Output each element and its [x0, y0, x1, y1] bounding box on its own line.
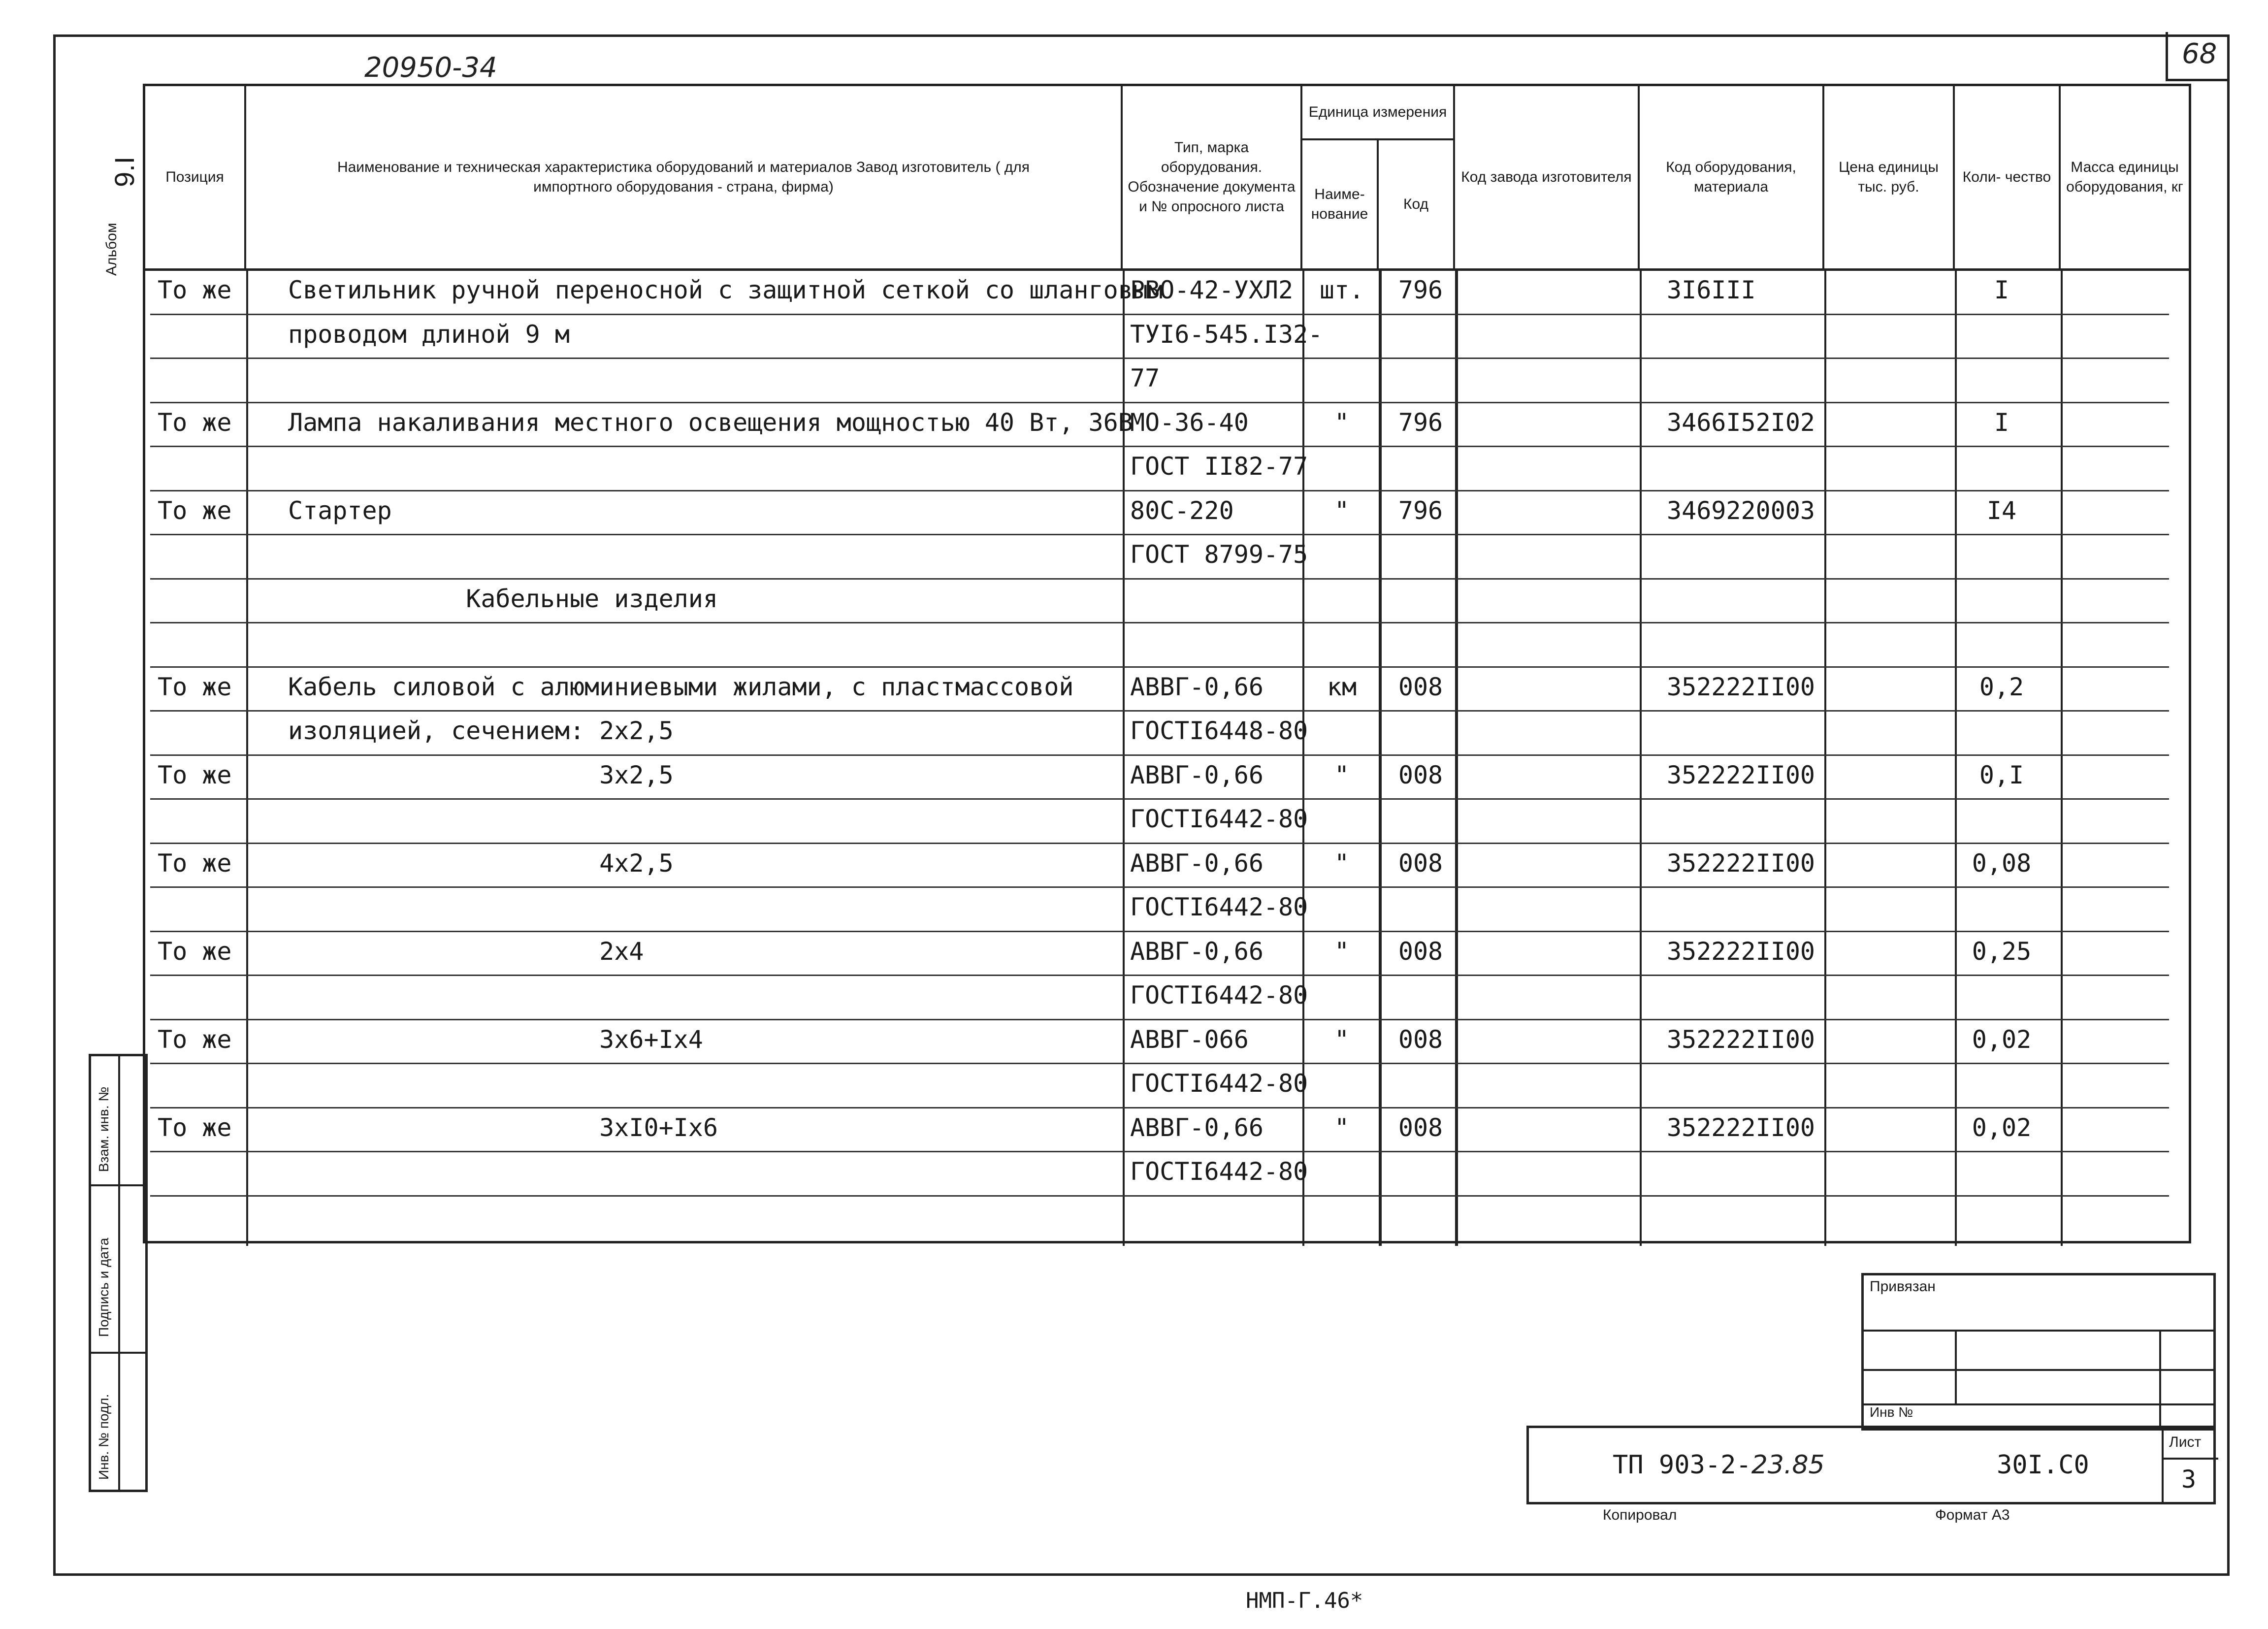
row-unit-code: 008: [1398, 937, 1443, 966]
row-type: ГОСТI6448-80: [1130, 717, 1308, 745]
row-name: 3х6+Iх4: [288, 1025, 703, 1054]
table-row-divider: [150, 843, 2169, 844]
row-unit-code: 008: [1398, 848, 1443, 878]
privyazan-grid-vline: [2159, 1330, 2161, 1428]
row-unit-name: ": [1334, 496, 1350, 525]
project-code-printed: ТП 903-2-: [1613, 1450, 1751, 1480]
row-type: АВВГ-0,66: [1130, 937, 1264, 966]
sheet-cell-line: [2162, 1428, 2164, 1502]
row-type: РВО-42-УХЛ2: [1130, 276, 1294, 304]
row-quantity: 0,02: [1972, 1113, 2032, 1142]
table-row-divider: [150, 358, 2169, 359]
table-row-divider: [150, 710, 2169, 712]
row-position: То же: [158, 1113, 232, 1142]
header-price: Цена единицы тыс. руб.: [1824, 86, 1955, 268]
row-name: Светильник ручной переносной с защитной сеткой со шланговым: [288, 276, 1163, 304]
row-type: ТУI6-545.I32-: [1130, 320, 1323, 349]
row-unit-code: 008: [1398, 1025, 1443, 1054]
row-position: То же: [158, 408, 232, 437]
row-material-code: 352222II00: [1667, 1025, 1815, 1054]
row-unit-code: 008: [1398, 1113, 1443, 1142]
col-line: [1455, 268, 1458, 1246]
row-type: МО-36-40: [1130, 408, 1249, 437]
project-code-handwritten: 23.85: [1751, 1450, 1825, 1480]
row-name: 2х4: [288, 937, 644, 966]
album-marker: [98, 128, 140, 286]
sheet-cell-line: [2162, 1458, 2218, 1460]
copied-label: Копировал: [1603, 1507, 1677, 1523]
doc-code: 30I.С0: [1997, 1450, 2089, 1480]
row-type: АВВГ-0,66: [1130, 760, 1264, 789]
row-name: Лампа накаливания местного освещения мощностью 40 Вт, 36В: [288, 408, 1133, 437]
row-type: ГОСТI6442-80: [1130, 893, 1308, 921]
privyazan-label: Привязан: [1870, 1278, 1936, 1295]
row-position: То же: [158, 937, 232, 966]
row-name: 3хI0+Iх6: [288, 1113, 718, 1142]
row-position: То же: [158, 276, 232, 304]
row-type: АВВГ-0,66: [1130, 848, 1264, 878]
table-row-divider: [150, 1063, 2169, 1064]
row-name: 3х2,5: [288, 760, 674, 789]
table-row-divider: [150, 314, 2169, 315]
row-material-code: 3I6III: [1667, 276, 1756, 304]
col-line: [1302, 268, 1304, 1246]
row-material-code: 3466I52I02: [1667, 408, 1815, 437]
header-position: Позиция: [145, 86, 246, 268]
row-unit-name: шт.: [1319, 276, 1364, 304]
row-position: То же: [158, 496, 232, 525]
table-row-divider: [150, 578, 2169, 580]
row-quantity: 0,25: [1972, 937, 2032, 966]
inv-podl-label: Инв. № подл.: [96, 1394, 111, 1480]
row-position: То же: [158, 1025, 232, 1054]
row-position: То же: [158, 672, 232, 701]
privyazan-box: [1861, 1273, 2216, 1431]
row-name: Кабель силовой с алюминиевыми жилами, с пластмассовой: [288, 672, 1074, 701]
row-quantity: 0,I: [1979, 760, 2024, 789]
table-row-divider: [150, 975, 2169, 976]
row-material-code: 352222II00: [1667, 937, 1815, 966]
format-label: Формат А3: [1935, 1507, 2010, 1523]
strip-divider: [118, 1056, 120, 1490]
row-quantity: I4: [1986, 496, 2017, 525]
table-row-divider: [150, 1019, 2169, 1020]
row-unit-code: 008: [1398, 672, 1443, 701]
header-unit: Единица измерения: [1302, 86, 1455, 140]
row-name: изоляцией, сечением: 2х2,5: [288, 717, 674, 745]
sheet-value: 3: [2181, 1465, 2197, 1494]
sheet-number-top: 68: [2182, 38, 2217, 70]
row-quantity: 0,08: [1972, 848, 2032, 878]
table-row-divider: [150, 402, 2169, 403]
table-row-divider: [150, 1107, 2169, 1108]
strip-row-divider: [91, 1184, 145, 1186]
table-row-divider: [150, 666, 2169, 668]
header-material-code: Код оборудования, материала: [1640, 86, 1824, 268]
specification-table: [143, 84, 2191, 1243]
table-row-divider: [150, 446, 2169, 447]
header-mass: Масса единицы оборудования, кг: [2066, 159, 2183, 195]
row-unit-code: 796: [1398, 496, 1443, 525]
row-position: То же: [158, 848, 232, 878]
row-type: ГОСТ II82-77: [1130, 452, 1308, 481]
row-unit-name: ": [1334, 937, 1350, 966]
row-unit-name: ": [1334, 408, 1350, 437]
signature-strip: [89, 1054, 148, 1492]
col-line: [1640, 268, 1642, 1246]
row-type: АВВГ-0,66: [1130, 672, 1264, 701]
row-name: проводом длиной 9 м: [288, 320, 570, 349]
header-divider: [145, 268, 2189, 271]
header-unit-code: Код: [1379, 140, 1455, 268]
header-factory-code: Код завода изготовителя: [1455, 86, 1640, 268]
row-position: То же: [158, 760, 232, 789]
row-type: ГОСТI6442-80: [1130, 805, 1308, 833]
row-type: ГОСТ 8799-75: [1130, 540, 1308, 569]
row-unit-name: ": [1334, 848, 1350, 878]
table-row-divider: [150, 534, 2169, 535]
row-quantity: 0,02: [1972, 1025, 2032, 1054]
row-type: ГОСТI6442-80: [1130, 981, 1308, 1010]
header-unit-name: Наиме- нование: [1302, 140, 1379, 268]
table-row-divider: [150, 754, 2169, 756]
row-name: Кабельные изделия: [288, 584, 718, 613]
table-row-divider: [150, 622, 2169, 623]
row-quantity: 0,2: [1979, 672, 2024, 701]
row-unit-name: ": [1334, 1113, 1350, 1142]
row-type: 80С-220: [1130, 496, 1234, 525]
col-line: [2061, 268, 2063, 1246]
row-material-code: 352222II00: [1667, 1113, 1815, 1142]
project-code: [1613, 1450, 1825, 1480]
row-type: 77: [1130, 364, 1160, 392]
row-material-code: 352222II00: [1667, 672, 1815, 701]
row-material-code: 352222II00: [1667, 760, 1815, 789]
row-name: Стартер: [288, 496, 392, 525]
header-quantity: Коли- чество: [1955, 86, 2061, 268]
podpis-label: Подпись и дата: [96, 1238, 111, 1337]
album-label: Альбом: [103, 223, 120, 276]
row-type: ГОСТI6442-80: [1130, 1157, 1308, 1186]
table-row-divider: [150, 1151, 2169, 1152]
table-row-divider: [150, 490, 2169, 491]
header-name: Наименование и техническая характеристика оборудований и материалов Завод изготовитель ( для импортного оборудования - страна, фирма): [246, 86, 1123, 268]
table-row-divider: [150, 798, 2169, 800]
sheet-number-box: [2166, 32, 2230, 81]
header-type: Тип, марка оборудования. Обозначение документа и № опросного листа: [1123, 86, 1302, 268]
col-line: [1379, 268, 1382, 1246]
row-unit-code: 008: [1398, 760, 1443, 789]
title-block-main: [1526, 1426, 2216, 1504]
row-material-code: 352222II00: [1667, 848, 1815, 878]
table-row-divider: [150, 886, 2169, 888]
row-material-code: 3469220003: [1667, 496, 1815, 525]
row-unit-name: км: [1327, 672, 1357, 701]
row-unit-name: ": [1334, 1025, 1350, 1054]
inv-no-label: Инв №: [1870, 1404, 1913, 1420]
row-name: 4х2,5: [288, 848, 674, 878]
row-type: АВВГ-0,66: [1130, 1113, 1264, 1142]
sheet-label: Лист: [2169, 1434, 2202, 1450]
row-unit-code: 796: [1398, 408, 1443, 437]
vzam-inv-label: Взам. инв. №: [96, 1086, 111, 1172]
strip-row-divider: [91, 1352, 145, 1354]
handwritten-doc-number: 20950-34: [364, 52, 497, 84]
col-line: [246, 268, 248, 1246]
bottom-stamp: НМП-Г.46*: [1246, 1588, 1363, 1613]
row-unit-name: ": [1334, 760, 1350, 789]
privyazan-grid-vline: [1955, 1330, 1957, 1403]
row-type: АВВГ-066: [1130, 1025, 1249, 1054]
row-quantity: I: [1994, 408, 2009, 437]
col-line: [1824, 268, 1826, 1246]
table-row-divider: [150, 931, 2169, 932]
album-number: 9.I: [109, 156, 140, 187]
table-row-divider: [150, 1195, 2169, 1197]
row-type: ГОСТI6442-80: [1130, 1069, 1308, 1098]
row-unit-code: 796: [1398, 276, 1443, 304]
row-quantity: I: [1994, 276, 2009, 304]
